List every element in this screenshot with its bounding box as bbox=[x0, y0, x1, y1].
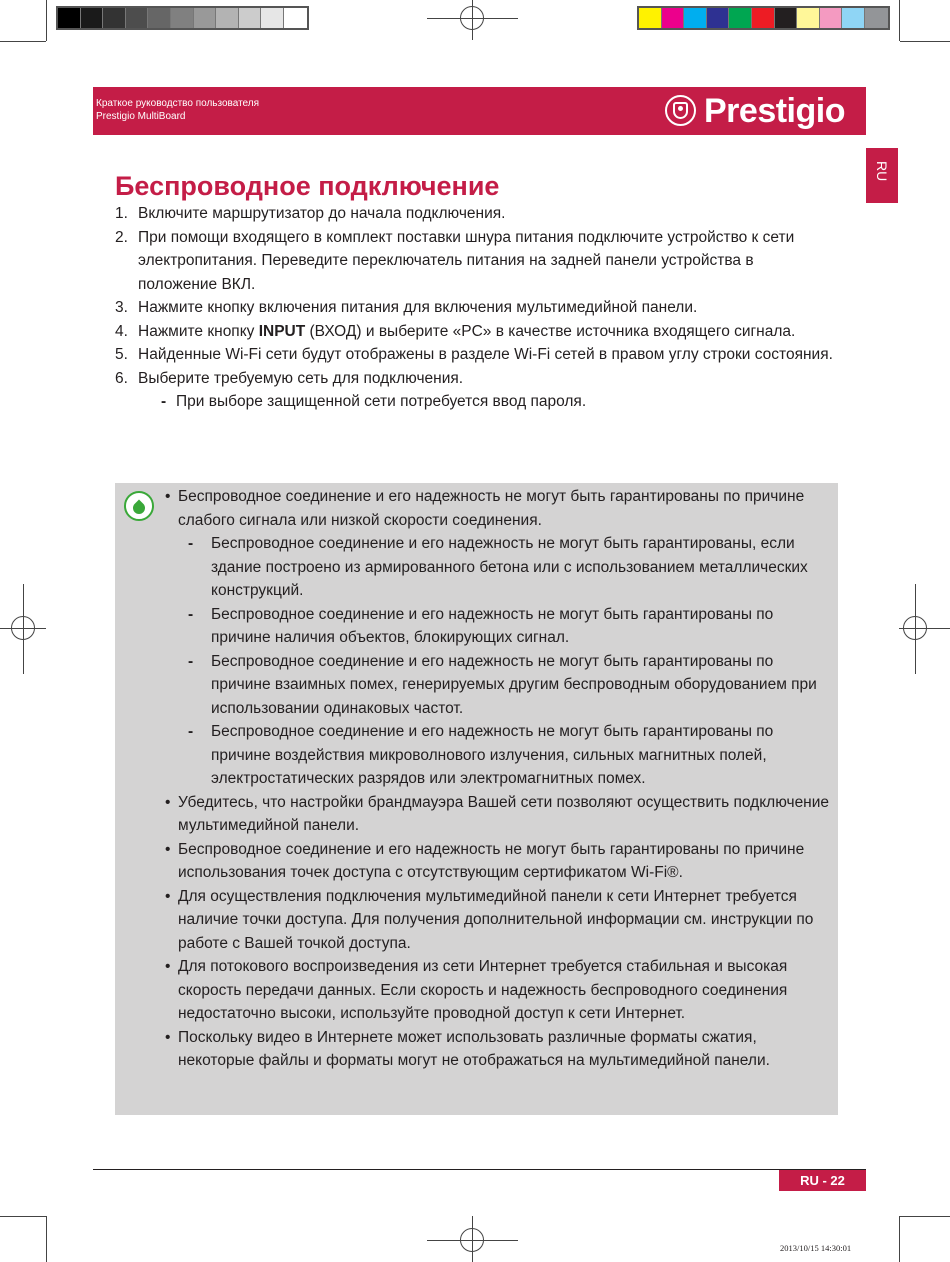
color-swatch bbox=[171, 8, 194, 28]
note-sub-item bbox=[188, 720, 837, 791]
step-item bbox=[115, 226, 835, 297]
prestigio-logo-icon bbox=[665, 95, 696, 126]
note-sub-list bbox=[178, 532, 837, 791]
color-swatch bbox=[775, 8, 798, 28]
dash-glyph: - bbox=[188, 723, 194, 740]
crop-mark-top-left-v bbox=[46, 0, 47, 41]
note-bullet-text: Для потокового воспроизведения из сети Интернет требуется стабильная и высокая скорость передачи данных. Если скорость и надежность беспроводного соединения недостаточно высоки, используйте проводной доступ к сети Интернет. bbox=[178, 958, 788, 1022]
notes-list bbox=[165, 485, 837, 1073]
language-tab-label: RU bbox=[874, 161, 890, 182]
prestigio-logo-text: Prestigio bbox=[704, 92, 845, 130]
note-bullet-item bbox=[165, 885, 837, 956]
step-number: 5. bbox=[115, 346, 128, 363]
notes-box bbox=[115, 483, 838, 1115]
note-bullet-text: Беспроводное соединение и его надежность не могут быть гарантированы по причине использования точек доступа с отсутствующим сертификатом Wi-Fi®. bbox=[178, 840, 805, 881]
footer-rule bbox=[93, 1169, 866, 1170]
bullet-glyph: • bbox=[165, 488, 171, 505]
note-sub-text: Беспроводное соединение и его надежность не могут быть гарантированы, если здание построено из армированного бетона или с использованием металлических конструкций. bbox=[211, 535, 808, 599]
step-sub-note-text: При выборе защищенной сети потребуется ввод пароля. bbox=[176, 393, 587, 410]
note-bullet-text: Для осуществления подключения мультимедийной панели к сети Интернет требуется наличие точки доступа. Для получения дополнительной информации см. инструкции по работе с Вашей точкой доступа. bbox=[178, 887, 814, 952]
dash-glyph: - bbox=[188, 652, 194, 670]
crop-mark-top-right-h bbox=[900, 41, 950, 42]
note-bullet-item bbox=[165, 955, 837, 1026]
note-bullet-text: Поскольку видео в Интернете может использовать различные форматы сжатия, некоторые файлы и форматы могут не отображаться на мультимедийной панели. bbox=[178, 1028, 770, 1069]
note-bullet-item bbox=[165, 838, 837, 885]
note-sub-text: Беспроводное соединение и его надежность не могут быть гарантированы по причине наличия объектов, блокирующих сигнал. bbox=[211, 605, 774, 646]
crop-mark-top-right-v bbox=[899, 0, 900, 41]
color-swatch bbox=[865, 8, 888, 28]
color-swatch bbox=[662, 8, 685, 28]
color-swatch bbox=[684, 8, 707, 28]
page-header bbox=[93, 87, 866, 135]
color-swatch bbox=[707, 8, 730, 28]
crop-mark-bottom-left-v bbox=[46, 1216, 47, 1262]
crop-mark-bottom-left-h bbox=[0, 1216, 46, 1217]
step-item bbox=[115, 296, 835, 320]
step-text-after: (ВХОД) и выберите «PC» в качестве источника входящего сигнала. bbox=[305, 322, 796, 340]
color-swatch bbox=[81, 8, 104, 28]
note-bullet-text: Беспроводное соединение и его надежность не могут быть гарантированы по причине слабого сигнала или низкой скорости соединения. bbox=[178, 488, 805, 529]
color-swatch bbox=[842, 8, 865, 28]
setup-steps-list bbox=[115, 202, 835, 414]
step-text-before: Нажмите кнопку bbox=[138, 322, 259, 340]
step-item bbox=[115, 202, 835, 226]
step-item bbox=[115, 343, 835, 367]
header-guide-title: Краткое руководство пользователя bbox=[96, 98, 260, 109]
step-text: Включите маршрутизатор до начала подключения. bbox=[138, 205, 506, 222]
step-number: 6. bbox=[115, 369, 128, 387]
crop-mark-top-left-h bbox=[0, 41, 46, 42]
bullet-glyph: • bbox=[165, 887, 171, 905]
dash-glyph: - bbox=[188, 605, 194, 623]
note-bullet-text: Убедитесь, что настройки брандмауэра Вашей сети позволяют осуществить подключение мультимедийной панели. bbox=[178, 793, 830, 834]
color-swatch bbox=[639, 8, 662, 28]
note-sub-item bbox=[188, 603, 837, 650]
color-swatch bbox=[752, 8, 775, 28]
bullet-glyph: • bbox=[165, 840, 171, 858]
note-sub-item bbox=[188, 532, 837, 603]
note-bullet-item bbox=[165, 485, 837, 791]
grayscale-calibration-strip bbox=[56, 6, 309, 30]
color-swatch bbox=[797, 8, 820, 28]
color-swatch bbox=[284, 8, 307, 28]
note-bullet-item bbox=[165, 1026, 837, 1073]
crop-mark-bottom-right-h bbox=[900, 1216, 950, 1217]
step-number: 3. bbox=[115, 299, 128, 316]
color-swatch bbox=[103, 8, 126, 28]
step-item bbox=[115, 367, 835, 414]
note-sub-item bbox=[188, 650, 837, 721]
bullet-glyph: • bbox=[165, 793, 171, 811]
water-drop-icon bbox=[124, 491, 154, 521]
note-sub-text: Беспроводное соединение и его надежность не могут быть гарантированы по причине воздействия микроволнового излучения, сильных магнитных полей, электростатических разрядов или электромагнитных помех. bbox=[211, 723, 774, 787]
color-swatch bbox=[126, 8, 149, 28]
step-text: Выберите требуемую сеть для подключения. bbox=[138, 369, 464, 387]
color-swatch bbox=[194, 8, 217, 28]
dash-glyph: - bbox=[188, 535, 194, 552]
color-swatch bbox=[239, 8, 262, 28]
header-product-name: Prestigio MultiBoard bbox=[96, 111, 186, 122]
color-swatch bbox=[58, 8, 81, 28]
proof-timestamp: 2013/10/15 14:30:01 bbox=[780, 1243, 852, 1253]
step-item bbox=[115, 320, 835, 344]
step-text: Нажмите кнопку включения питания для включения мультимедийной панели. bbox=[138, 299, 698, 316]
input-key-label: INPUT bbox=[258, 322, 306, 340]
color-swatch bbox=[261, 8, 284, 28]
color-swatch bbox=[820, 8, 843, 28]
step-number: 2. bbox=[115, 228, 128, 246]
bullet-glyph: • bbox=[165, 1028, 171, 1046]
step-text: При помощи входящего в комплект поставки шнура питания подключите устройство к сети электропитания. Переведите переключатель питания на задней панели устройства в положение ВКЛ. bbox=[138, 228, 795, 293]
note-sub-text: Беспроводное соединение и его надежность не могут быть гарантированы по причине взаимных помех, генерируемых другим беспроводным оборудованием при использовании одинаковых частот. bbox=[211, 652, 817, 717]
crop-mark-bottom-right-v bbox=[899, 1216, 900, 1262]
section-title: Беспроводное подключение bbox=[115, 171, 500, 201]
step-number: 1. bbox=[115, 205, 128, 222]
note-bullet-item bbox=[165, 791, 837, 838]
color-calibration-strip bbox=[637, 6, 890, 30]
color-swatch bbox=[148, 8, 171, 28]
step-number: 4. bbox=[115, 322, 128, 340]
language-tab bbox=[866, 148, 898, 203]
page-number: RU - 22 bbox=[779, 1170, 866, 1191]
step-sub-note bbox=[161, 390, 835, 414]
step-text: Найденные Wi-Fi сети будут отображены в разделе Wi-Fi сетей в правом углу строки состояния. bbox=[138, 346, 833, 363]
bullet-glyph: • bbox=[165, 958, 171, 975]
color-swatch bbox=[729, 8, 752, 28]
dash-glyph: - bbox=[161, 393, 167, 410]
color-swatch bbox=[216, 8, 239, 28]
